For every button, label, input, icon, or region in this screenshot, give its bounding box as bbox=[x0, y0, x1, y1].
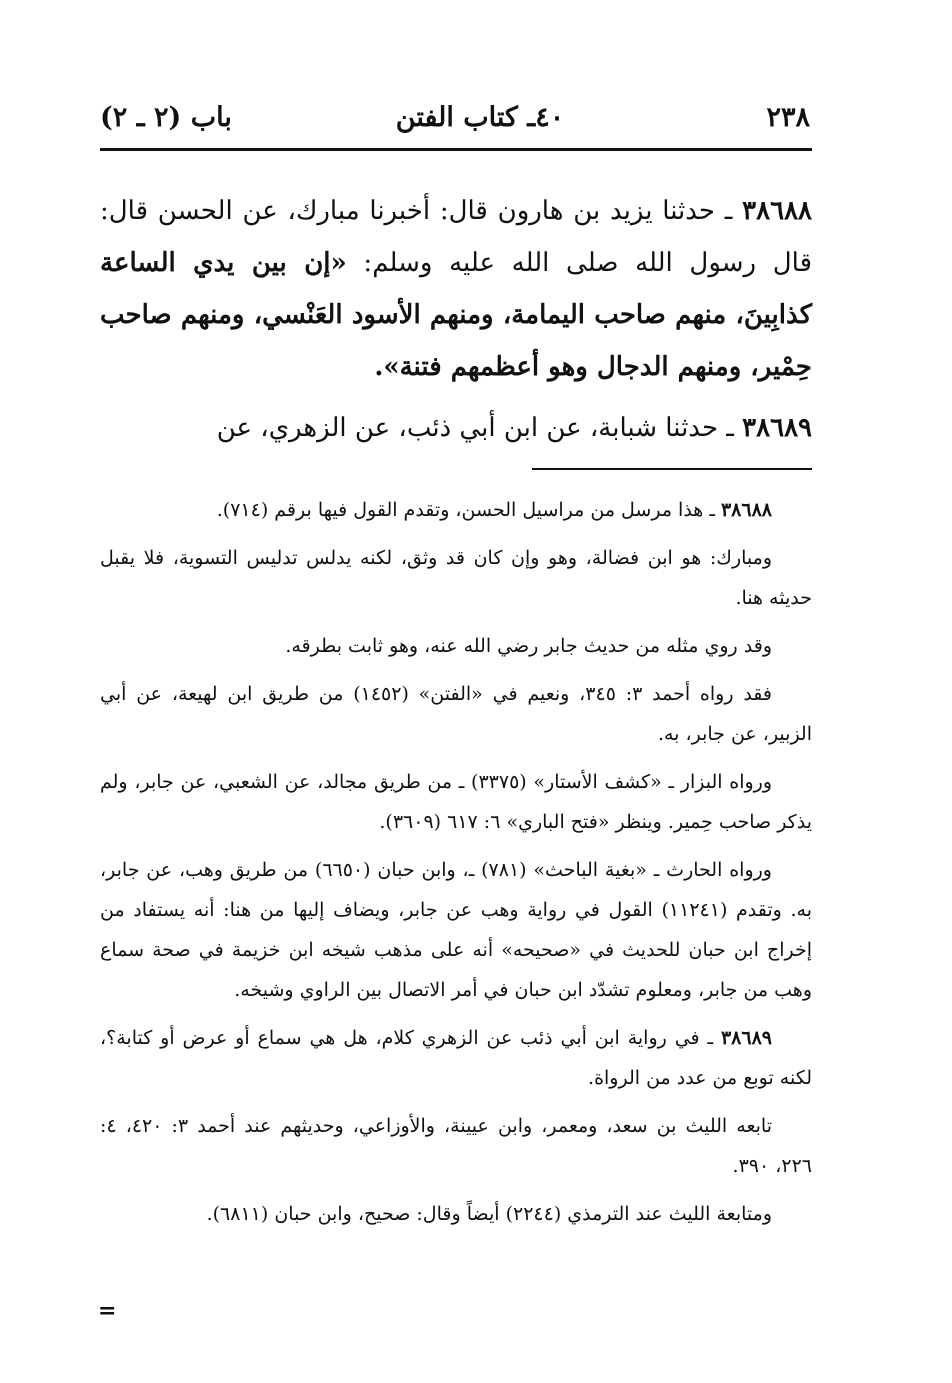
footnote-paragraph: ومبارك: هو ابن فضالة، وهو وإن كان قد وثق، لكنه يدلس تدليس التسوية، فلا يقبل حديثه هنا. bbox=[100, 547, 812, 609]
footnote-number: ٣٨٦٨٨ bbox=[720, 499, 772, 521]
footnote-paragraph: تابعه الليث بن سعد، ومعمر، وابن عيينة، والأوزاعي، وحديثهم عند أحمد ٣: ٤٢٠، ٤: ٢٢٦، ٣٩٠. bbox=[100, 1115, 812, 1177]
footnotes bbox=[100, 490, 812, 1242]
hadith-number: ٣٨٦٨٨ bbox=[742, 196, 812, 226]
continuation-mark: = bbox=[98, 1298, 117, 1324]
footnote-divider bbox=[532, 468, 812, 470]
footnote-paragraph: ورواه البزار ـ «كشف الأستار» (٣٣٧٥) ـ من طريق مجالد، عن الشعبي، عن جابر، ولم يذكر صاحب حِمير. وينظر «فتح الباري» ٦: ٦١٧ (٣٦٠٩). bbox=[100, 771, 812, 833]
hadith-matn: «إن بين يدي الساعة كذابِينَ، منهم صاحب اليمامة، ومنهم الأسود العَنْسي، ومنهم صاحب حِمْير، ومنهم الدجال وهو أعظمهم فتنة». bbox=[100, 248, 812, 382]
page-number: ٢٣٨ bbox=[766, 102, 810, 133]
chapter-label: باب (٢ ـ ٢) bbox=[100, 102, 232, 133]
hadith-isnad: ـ حدثنا يزيد بن هارون قال: أخبرنا مبارك، عن الحسن قال: قال رسول الله صلى الله عليه وسلم: bbox=[100, 196, 813, 278]
hadith-isnad: ـ حدثنا شبابة، عن ابن أبي ذئب، عن الزهري، عن bbox=[216, 413, 743, 443]
footnote-38688 bbox=[100, 490, 812, 530]
hadith-number: ٣٨٦٨٩ bbox=[742, 413, 812, 443]
hadith-38688 bbox=[100, 185, 812, 393]
book-title: ٤٠ـ كتاب الفتن bbox=[395, 102, 565, 133]
footnote-paragraph: ورواه الحارث ـ «بغية الباحث» (٧٨١) ـ، وابن حبان (٦٦٥٠) من طريق وهب، عن جابر، به. وتقدم (١١٢٤١) القول في رواية وهب عن جابر، ويضاف إليها من هنا: أنه يستفاد من إخراج ابن حبان للحديث في «صحيحه» أنه على مذهب شيخه ابن خزيمة في صحة سماع وهب من جابر، ومعلوم تشدّد ابن حبان في أمر الاتصال بين الراوي وشيخه. bbox=[100, 859, 812, 1001]
footnote-paragraph: وقد روي مثله من حديث جابر رضي الله عنه، وهو ثابت بطرقه. bbox=[285, 635, 772, 657]
footnote-text: ـ هذا مرسل من مراسيل الحسن، وتقدم القول فيها برقم (٧١٤). bbox=[216, 499, 721, 521]
hadith-38689 bbox=[100, 408, 812, 448]
footnote-paragraph: ومتابعة الليث عند الترمذي (٢٢٤٤) أيضاً وقال: صحيح، وابن حبان (٦٨١١). bbox=[206, 1203, 772, 1225]
footnote-paragraph: فقد رواه أحمد ٣: ٣٤٥، ونعيم في «الفتن» (١٤٥٢) من طريق ابن لهيعة، عن أبي الزبير، عن جابر، به. bbox=[100, 683, 812, 745]
footnote-text: ـ في رواية ابن أبي ذئب عن الزهري كلام، هل هي سماع أو عرض أو كتابة؟، لكنه توبع من عدد من الرواة. bbox=[100, 1027, 812, 1089]
footnote-38689 bbox=[100, 1018, 812, 1098]
footnote-number: ٣٨٦٨٩ bbox=[720, 1027, 772, 1049]
header-divider bbox=[100, 148, 812, 151]
